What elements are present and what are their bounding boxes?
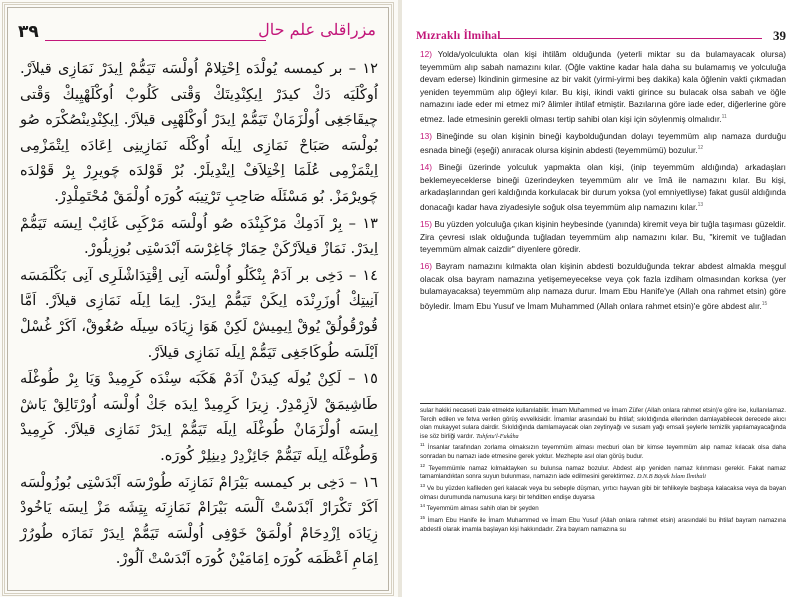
footnote-ref[interactable]: 13 — [697, 202, 704, 209]
paragraph-number: 13) — [420, 130, 432, 141]
footnote-mark: 11 — [420, 442, 425, 448]
paragraph-14: ١٤ – دَخِى بر آدَمْ بِنْكَلُو اُولْسَه آنِى اِقْتِدَاشْلَرِى آنِى بَكْلَمَسَه آنِيتِكْ اُوزَرِنْدَه اِيكَنْ تَيَمُّمْ اِيدَرْ. اِيمَا اِيلَه نَمَازِى قيلاَرْ. اَمَّا قُورْقُولُقْ يُوقْ اِيمِيشْ لَكِنْ هَوَا زِيَادَه سِيلَه صُغُوقْ، اَكَرْ غُسْلْ اَيْلَسَه طُوكَاجَغِى تَيَمُّمْ اِيلَه نَمَازِى قيلاَرْ. — [20, 266, 378, 361]
paragraph-13: ١٣ – بِرْ آدَمِكْ مَرْكَبِنْدَه صُو اُولْسَه مَرْكَبِى غَائِبْ اِيسَه تَيَمُّمْ اِيدَرْ. نَمَازْ قيلاَرْكَنْ حِمَارْ چَاغِرْسَه اَبْدَسْتِى بُوزِيلُورْ. — [20, 214, 378, 258]
paragraph-number: 15) — [420, 218, 432, 229]
header-rule — [45, 40, 266, 41]
running-title: Mızraklı İlmihal — [416, 30, 501, 42]
paragraph-12: ١٢ – بر كيمسه يُولْدَه اِحْتِلامْ اُولْسَه تَيَمُّمْ اِيدَرْ نَمَازِى قيلاَرْ. اُوكْلَيَه دَكْ كيدَرْ اِيكِنْدِيتَكْ وَقْتى كَلُوبْ اُوكْلَهْيِيكْ وَقْتى چيقَاجَغِى اُولْزَمَانْ تَيَمُّمْ اِيدَرْ اُوكْلَهْيِى قيلاَرْ. اِيكِنْدِينْصُكْرَه صُو بُولْسَه صَبَاحْ نَمَازِى اِيلَه اُوكْلَه نَمَازِينِى اِعَادَه اِيتْمَزْمِى اِيتْمَزْمِى عُلَمَا اِخْتِلاَفْ اِيتْدِيلَرْ. بُرْ قَوْلدَه چَويرِرْ بِرْ قَوْلدَه چَويرْمَزْ. بُو مَسْئَلَه صَاحِبِ تَرْتِيبَه كُورَه اُولْمَقْ مُحْتَمِلْدِرْ. — [20, 60, 378, 205]
paragraph-14 — [420, 161, 786, 213]
paragraph-text: Bu yüzden yolculuğa çıkan kişinin heybesinde (yanında) kiremit veya bir tuğla taşıması güzeldir. Zira çevresi ıslak olduğunda tuğladan teyemmüm alıp namazını kılar. Bu, "kiremit ve tuğladan teyemmüm almak caizdir" diyenlere göredir. — [420, 218, 786, 255]
paragraph-text: Bineği üzerinde yolculuk yapmakta olan kişi, (inip teyemmüm aldığında) arkadaşları beklemeyeceklerse bineği üzerindeyken teyemmüm alır ve îmâ ile namazını kılar. Bu kişi, arkadaşlarından geri kaldığında korkulacak bir durum yoksa (yol emniyetliyse) fakat gusül aldığında donacağı kadar hava ziyadesiyle soğuk olsa teyemmüm alıp namazını kılar. — [420, 162, 786, 212]
paragraph-15 — [420, 218, 786, 256]
paragraph-text: Bayram namazını kılmakta olan kişinin abdesti bozulduğunda tekrar abdest almakla meşgul olacak olsa bayram namazına yetişemeyecekse veya çok fazla izdiham olmasından korksa (yer bulamayacaksa) teyemmüm alıp namaza durur. İmam Ebu Hanife'ye (Allah ona rahmet etsin) göre böyledir. İmam Ebu Yusuf ve İmam Muhammed (Allah onlara rahmet etsin)'e göre abdest alır. — [420, 261, 786, 311]
left-page — [0, 0, 398, 597]
footnotes — [420, 407, 786, 535]
footnote-mark: 13 — [420, 483, 426, 489]
footnote-15 — [420, 514, 786, 534]
paragraph-15: ١٥ – لَكِنْ يُولَه كِيدَنْ آدَمْ هَكَبَه سِنْدَه كَرِمِيدْ وَيَا بِرْ طُوغْلَه طَاشِيمَقْ لاَزِمْدِرْ. زِيرَا كَرِمِيدْ اِيدَه جَكْ اُولْسَه اُورْتَالِقْ يَاشْ اِيسَه اُولْزَمَانْ طُوغْلَه اِيلَه تَيَمُّمْ اِيدَرْ نَمَازِى قيلاَرْ. كَرِمِيدْ وَطُوغْلَه اِيلَه تَيَمُّمْ جَائِزْدِرْ دِينِلِرْ كُورَه. — [20, 370, 378, 464]
ottoman-text-body — [20, 56, 378, 587]
footnote-14 — [420, 502, 786, 514]
footnote-continued — [420, 407, 786, 441]
footnote-divider — [420, 403, 580, 404]
turkish-text-body — [420, 48, 786, 317]
paragraph-12 — [420, 48, 786, 125]
page-number: 39 — [773, 28, 786, 43]
footnote-text: Teyemmüm alması sahih olan bir şeyden — [426, 505, 539, 513]
footnote-11 — [420, 441, 786, 461]
footnote-text: Ve bu yüzden kafileden geri kalacak veya bu sebeple düşman, yırtıcı hayvan gibi bir tehlikeyle başbaşa kalacaksa veya da bayan olması durumunda namusuna karşı bir tehditten endişe duyarsa — [420, 485, 786, 501]
footnote-source: D.N.B Büyük İslam İlmihali — [637, 473, 706, 481]
running-title: مزراقلى علم حال — [258, 20, 376, 39]
footnote-text: Teyemmümle namaz kılmaktayken su bulunsa namaz bozulur. Abdest alıp yeniden namaz kılınması gerekir. Fakat namaz tamamlandıktan sonra suyun bulunması, namazın iade edilmesini gerektirmez. — [420, 464, 786, 481]
footnote-mark: 12 — [420, 462, 426, 468]
paragraph-16: ١٦ – دَخِى بر كيمسه بَيْرَامْ نَمَازِنَه طُورْسَه اَبْدَسْتِى بُوزُولْسَه اَكَرْ تَكْرَارْ اَبْدَسْتْ آلْسَه بَيْرَامْ نَمَازِنَه يِتِشَه مَزْ اِيسَه يَاخُودْ زِيَادَه اِزْدِحَامْ اُولْمَقْ خَوْفِى اُولْسَه تَيَمُّمْ اِيدَرْ نَمَازَه طُورُرْ اِمَامِ اَعْظَمَه كُورَه اِمَامَيْنْ كُورَه اَبْدَسْتْ آلُورْ. — [20, 473, 378, 568]
footnote-mark: 14 — [420, 503, 426, 509]
footnote-12 — [420, 462, 786, 482]
footnote-text: İmam Ebu Hanife ile İmam Muhammed ve İmam Ebu Yusuf (Allah onlara rahmet etsin) arasındaki bu ihtilaf bayram namazına abdestli olarak imamla başlayan kişi hakkındadır. Zira bayram namazına su — [420, 517, 786, 533]
footnote-ref[interactable]: 11 — [721, 113, 727, 120]
footnote-13 — [420, 482, 786, 502]
paragraph-16 — [420, 260, 786, 312]
paragraph-text: Bineğinde su olan kişinin bineği kaybolduğundan dolayı teyemmüm alıp namaza durduğu esnada bineği (eşeği) anıracak olursa kişinin abdesti (teyemmümü) bozulur. — [420, 130, 786, 156]
header-rule — [498, 38, 762, 39]
paragraph-13 — [420, 130, 786, 157]
footnote-mark: 15 — [420, 515, 426, 521]
paragraph-number: 16) — [420, 261, 432, 272]
right-page — [402, 0, 800, 597]
footnote-ref[interactable]: 15 — [761, 300, 768, 307]
paragraph-number: 12) — [420, 49, 432, 59]
page-number: ٣٩ — [18, 22, 39, 42]
footnote-text: İnsanlar tarafından zorlama olmaksızın teyemmüm alması mecburi olan bir kimse teyemmüm alıp namaz kılacak olsa daha sonradan bu namazı iade etmesine gerek yoktur. Mezhepte asıl olan görüş budur. — [420, 444, 786, 460]
footnote-source: Tuhfetu'l-Fukâha — [476, 432, 519, 440]
paragraph-text: Yolda/yolculukta olan kişi ihtilâm olduğunda (yeterli miktar su da bulamayacak olursa) teyemmüm alıp sabah namazını kılar. (Öğle vaktine kadar hala daha su bulamamış ve yolculuğa devam ederse) İkindinin girmesine az bir vakit (yirmi-yirmi beş dakika) kala öğlenin vakti çıkmadan yeniden teyemmüm alıp öğleyi kılar. Bu kişi, ikindi vakti girince su bulacak olsa sabah ve öğle namazını iade eder mi etmez mi? âlimler ihtilaf etmiştir. Bazılarına göre iade eder, diğerlerine göre etmez. İade etmesinin gerekli olması tertip sahibi olan kişi için söylenmiş olmalıdır. — [420, 49, 786, 124]
footnote-ref[interactable]: 12 — [697, 145, 704, 152]
paragraph-number: 14) — [420, 162, 432, 173]
footnote-text: sular hakiki necaseti izale etmekte kullanılabilir. İmam Muhammed ve İmam Züfer (Allah onlara rahmet etsin)'e göre ise, kullanılamaz. Tercih edilen ve fetva verilen görüş evvelkisidir. İmamlar arasındaki bu ihtilaf; sıkıldığında ellerinden damlayabilecek derecede akıcı olan mukayyet sulara dairdir. Sıkıldığında damlamayacak olan zeytinyağı ve susam yağı emsali şeylerle temizlik yapılamayacağında ise söz birliği vardır. — [420, 407, 786, 440]
